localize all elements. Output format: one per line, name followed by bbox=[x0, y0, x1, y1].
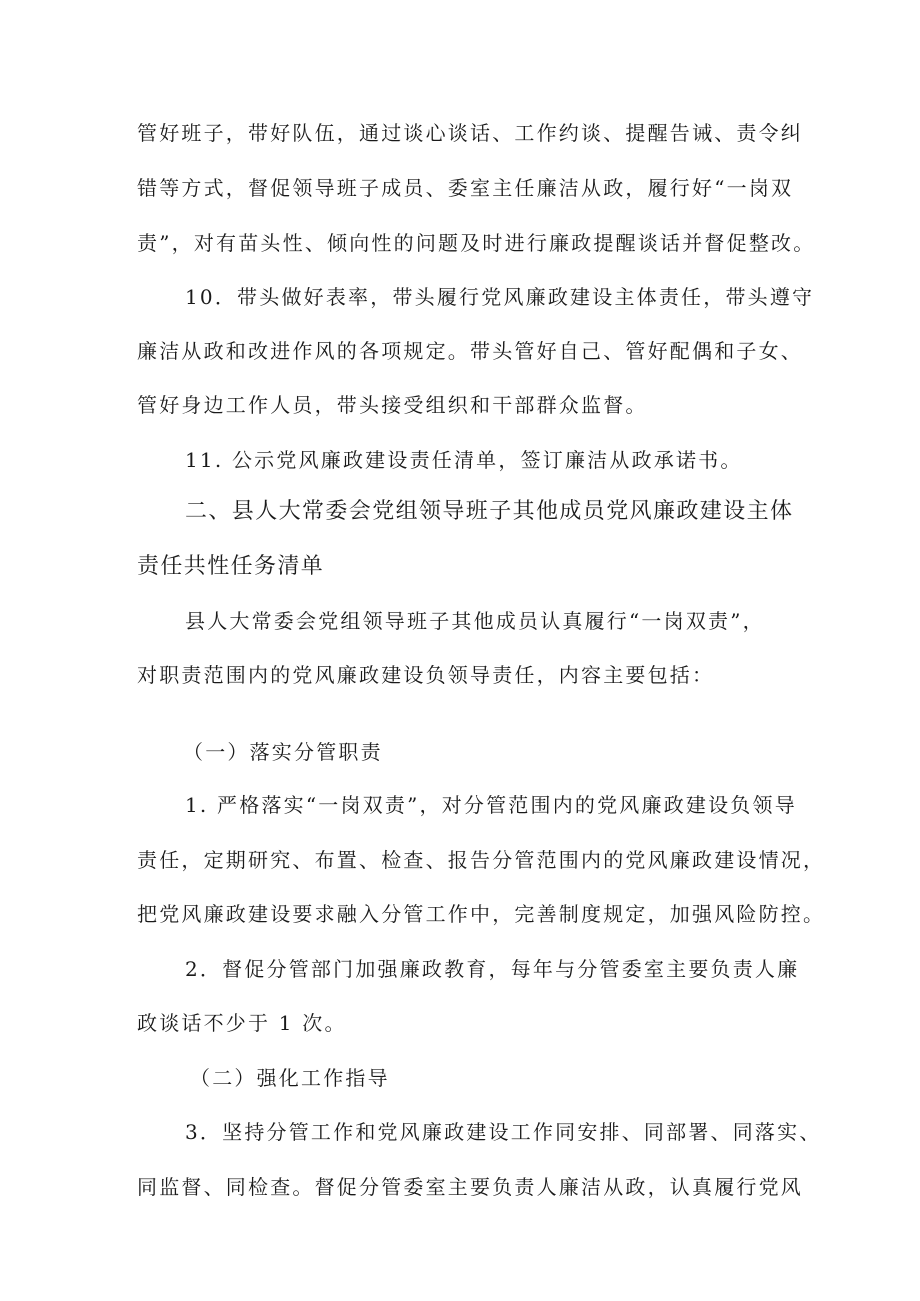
paragraph-line: 廉洁从政和改进作风的各项规定。带头管好自己、管好配偶和子女、 bbox=[137, 339, 803, 363]
paragraph-line: 县人大常委会党组领导班子其他成员认真履行“一岗双责”， bbox=[185, 609, 765, 633]
paragraph-line: 对职责范围内的党风廉政建设负领导责任，内容主要包括： bbox=[137, 663, 715, 687]
subsection-heading: （二）强化工作指导 bbox=[190, 1066, 390, 1090]
paragraph-line: 错等方式，督促领导班子成员、委室主任廉洁从政，履行好“一岗双 bbox=[137, 176, 794, 200]
paragraph-line: 1. 严格落实“一岗双责”，对分管范围内的党风廉政建设负领导 bbox=[185, 793, 797, 817]
paragraph-line: 管好班子，带好队伍，通过谈心谈话、工作约谈、提醒告诫、责令纠 bbox=[137, 121, 803, 145]
subsection-heading: （一）落实分管职责 bbox=[183, 740, 383, 764]
paragraph-line: 同监督、同检查。督促分管委室主要负责人廉洁从政，认真履行党风 bbox=[137, 1175, 803, 1199]
section-heading: 责任共性任务清单 bbox=[137, 554, 325, 579]
paragraph-line: 2．督促分管部门加强廉政教育，每年与分管委室主要负责人廉 bbox=[185, 957, 800, 981]
section-heading: 二、县人大常委会党组领导班子其他成员党风廉政建设主体 bbox=[185, 499, 794, 524]
paragraph-line: 3．坚持分管工作和党风廉政建设工作同安排、同部署、同落实、 bbox=[185, 1120, 822, 1144]
paragraph-line: 11. 公示党风廉政建设责任清单，签订廉洁从政承诺书。 bbox=[185, 448, 743, 472]
paragraph-line: 把党风廉政建设要求融入分管工作中，完善制度规定，加强风险防控。 bbox=[137, 902, 826, 926]
paragraph-line: 管好身边工作人员，带头接受组织和干部群众监督。 bbox=[137, 393, 648, 417]
paragraph-line: 政谈话不少于 1 次。 bbox=[137, 1011, 347, 1035]
paragraph-line: 责”，对有苗头性、倾向性的问题及时进行廉政提醒谈话并督促整改。 bbox=[137, 231, 816, 255]
paragraph-line: 责任，定期研究、布置、检查、报告分管范围内的党风廉政建设情况， bbox=[137, 848, 826, 872]
paragraph-line: 10．带头做好表率，带头履行党风廉政建设主体责任，带头遵守 bbox=[185, 285, 815, 309]
